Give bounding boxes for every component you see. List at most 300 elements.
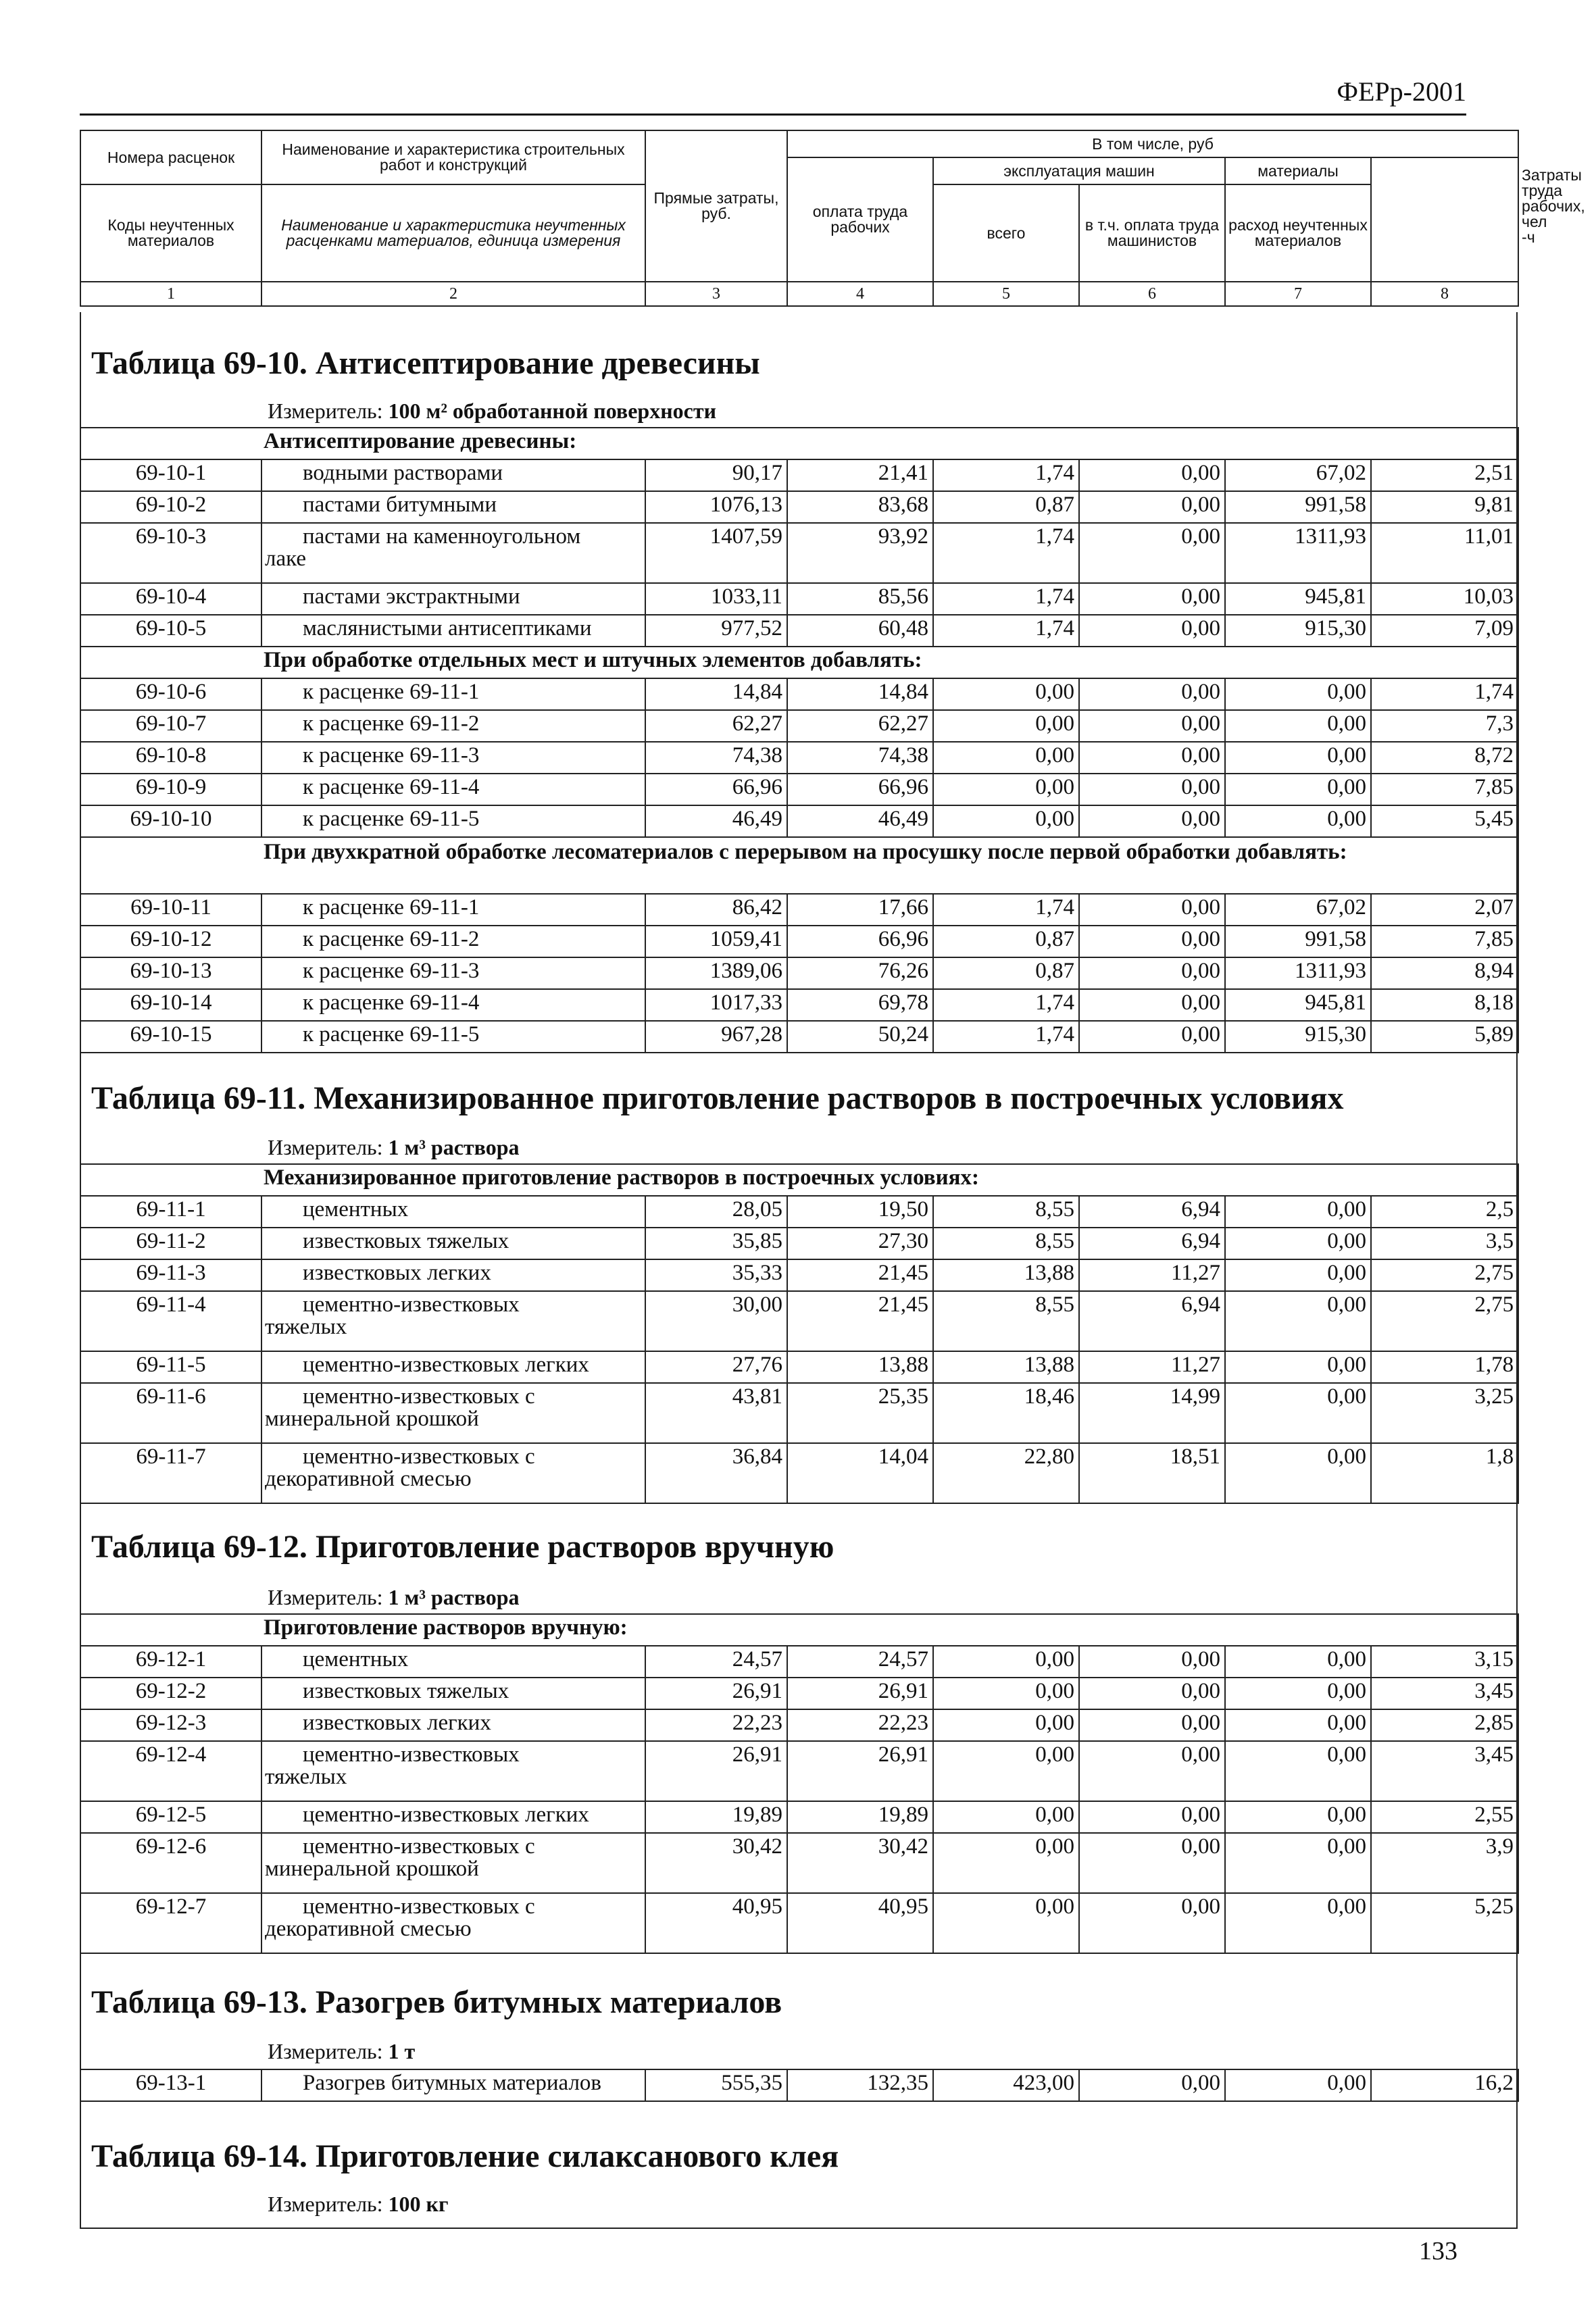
work-name: [261, 1228, 645, 1259]
labor-hours: 1,8: [1371, 1443, 1518, 1503]
work-name: [261, 2069, 645, 2101]
direct-costs: 43,81: [645, 1383, 787, 1443]
table-row: [80, 957, 1518, 989]
table-row: [80, 1383, 1518, 1443]
machines-total: 1,74: [933, 989, 1079, 1021]
work-name: [261, 926, 645, 957]
direct-costs: 66,96: [645, 774, 787, 805]
machines-total: 1,74: [933, 1021, 1079, 1053]
work-name: [261, 1443, 645, 1503]
labor-hours: 2,51: [1371, 459, 1518, 491]
rate-code: 69-10-15: [80, 1021, 261, 1053]
rate-code: 69-12-4: [80, 1741, 261, 1801]
material-use: 0,00: [1225, 1646, 1371, 1678]
work-name-line: лаке: [265, 547, 306, 571]
table-row: [80, 1678, 1518, 1709]
worker-pay: 60,48: [787, 615, 933, 647]
work-name-line: минеральной крошкой: [265, 1857, 479, 1881]
direct-costs: 1407,59: [645, 523, 787, 583]
machinist-pay: 0,00: [1079, 957, 1225, 989]
group-title: Приготовление растворов вручную:: [80, 1614, 1518, 1646]
work-name: [261, 678, 645, 710]
rate-code: 69-12-2: [80, 1678, 261, 1709]
worker-pay: 22,23: [787, 1709, 933, 1741]
table-title: Таблица 69-10. Антисептирование древесины: [91, 345, 760, 381]
material-use: 991,58: [1225, 491, 1371, 523]
table-row: [80, 2069, 1518, 2101]
work-name: [261, 1291, 645, 1351]
rate-code: 69-10-4: [80, 583, 261, 615]
work-name-line: водными растворами: [303, 461, 503, 485]
work-name-line: пастами битумными: [303, 493, 497, 517]
work-name: [261, 1678, 645, 1709]
labor-hours: 8,94: [1371, 957, 1518, 989]
worker-pay: 25,35: [787, 1383, 933, 1443]
work-name-line: Разогрев битумных материалов: [303, 2071, 601, 2095]
worker-pay: 69,78: [787, 989, 933, 1021]
work-name: [261, 894, 645, 926]
work-name-line: цементно-известковых: [303, 1292, 520, 1317]
machinist-pay: 0,00: [1079, 1741, 1225, 1801]
material-use: 0,00: [1225, 1291, 1371, 1351]
direct-costs: 555,35: [645, 2069, 787, 2101]
machines-total: 13,88: [933, 1351, 1079, 1383]
table-row: [80, 1893, 1518, 1953]
work-name: [261, 1383, 645, 1443]
header-work-name: Наименование и характеристика строительных работ и конструкций: [261, 130, 645, 184]
machines-total: 8,55: [933, 1228, 1079, 1259]
machinist-pay: 6,94: [1079, 1228, 1225, 1259]
machinist-pay: 0,00: [1079, 1833, 1225, 1893]
header-material-use: расход неучтенных материалов: [1225, 184, 1371, 282]
group-header-row: [80, 1164, 1518, 1196]
work-name-line: к расценке 69-11-5: [303, 1022, 480, 1047]
work-name-line: пастами экстрактными: [303, 584, 520, 609]
rate-code: 69-11-7: [80, 1443, 261, 1503]
labor-hours: 8,72: [1371, 742, 1518, 774]
work-name-line: к расценке 69-11-2: [303, 711, 480, 736]
labor-hours: 3,9: [1371, 1833, 1518, 1893]
work-name: [261, 1351, 645, 1383]
work-name-line: к расценке 69-11-4: [303, 775, 480, 799]
rates-table: [80, 1613, 1519, 1954]
rate-code: 69-13-1: [80, 2069, 261, 2101]
measure-value: 1 м³ раствора: [388, 1585, 520, 1609]
machinist-pay: 0,00: [1079, 926, 1225, 957]
direct-costs: 19,89: [645, 1801, 787, 1833]
measure-label: Измеритель:: [268, 2039, 383, 2063]
machines-total: 0,00: [933, 678, 1079, 710]
machinist-pay: 0,00: [1079, 523, 1225, 583]
machinist-pay: 0,00: [1079, 615, 1225, 647]
labor-hours: 5,45: [1371, 805, 1518, 837]
col-number: 2: [261, 282, 645, 306]
worker-pay: 93,92: [787, 523, 933, 583]
direct-costs: 30,42: [645, 1833, 787, 1893]
labor-hours: 3,45: [1371, 1741, 1518, 1801]
machinist-pay: 0,00: [1079, 1709, 1225, 1741]
table-row: [80, 742, 1518, 774]
rate-code: 69-10-10: [80, 805, 261, 837]
table-row: [80, 1443, 1518, 1503]
worker-pay: 40,95: [787, 1893, 933, 1953]
machinist-pay: 0,00: [1079, 894, 1225, 926]
work-name-line: пастами на каменноугольном: [303, 524, 581, 549]
col-number: 5: [933, 282, 1079, 306]
machines-total: 0,87: [933, 957, 1079, 989]
table-row: [80, 583, 1518, 615]
work-name: [261, 1893, 645, 1953]
labor-hours: 2,75: [1371, 1259, 1518, 1291]
labor-hours: 10,03: [1371, 583, 1518, 615]
labor-hours: 2,55: [1371, 1801, 1518, 1833]
group-title: При двухкратной обработке лесоматериалов с перерывом на просушку после первой обработки добавлять:: [80, 837, 1518, 894]
machines-total: 0,00: [933, 710, 1079, 742]
group-header-row: [80, 428, 1518, 459]
direct-costs: 35,33: [645, 1259, 787, 1291]
labor-hours: 1,74: [1371, 678, 1518, 710]
worker-pay: 76,26: [787, 957, 933, 989]
column-header-table: Номера расценок Наименование и характеристика строительных работ и конструкций Прямые затраты, руб. В том числе, руб Затраты труда рабочих, чел -ч оплата труда рабочих эксплуатация машин материалы Коды неучтенных материалов Наименование и характеристика неучтенных расценками материалов, единица измерения всего в т.ч. оплата труда машинистов расход неучтенных материалов 1 2 3 4 5 6 7 8: [80, 130, 1519, 307]
group-header-row: [80, 1614, 1518, 1646]
measure-value: 100 кг: [388, 2192, 449, 2216]
table-title: Таблица 69-13. Разогрев битумных материалов: [91, 1984, 782, 2020]
worker-pay: 26,91: [787, 1678, 933, 1709]
machines-total: 0,00: [933, 1893, 1079, 1953]
rate-code: 69-11-5: [80, 1351, 261, 1383]
machinist-pay: 6,94: [1079, 1196, 1225, 1228]
machines-total: 0,00: [933, 1709, 1079, 1741]
table-row: [80, 1833, 1518, 1893]
group-title: При обработке отдельных мест и штучных элементов добавлять:: [80, 647, 1518, 678]
material-use: 1311,93: [1225, 957, 1371, 989]
machines-total: 0,00: [933, 805, 1079, 837]
table-title: Таблица 69-11. Механизированное приготовление растворов в построечных условиях: [91, 1080, 1344, 1116]
work-name-line: к расценке 69-11-3: [303, 743, 480, 768]
work-name: [261, 615, 645, 647]
machines-total: 13,88: [933, 1259, 1079, 1291]
machinist-pay: 0,00: [1079, 678, 1225, 710]
machines-total: 8,55: [933, 1196, 1079, 1228]
worker-pay: 14,84: [787, 678, 933, 710]
labor-hours: 8,18: [1371, 989, 1518, 1021]
worker-pay: 74,38: [787, 742, 933, 774]
material-use: 0,00: [1225, 774, 1371, 805]
work-name: [261, 774, 645, 805]
machinist-pay: 0,00: [1079, 583, 1225, 615]
measure-label: Измеритель:: [268, 399, 383, 423]
col-number: 7: [1225, 282, 1371, 306]
work-name-line: цементно-известковых с: [303, 1384, 535, 1409]
material-use: 0,00: [1225, 742, 1371, 774]
material-use: 945,81: [1225, 989, 1371, 1021]
labor-hours: 7,85: [1371, 926, 1518, 957]
document-header: [80, 73, 1466, 116]
rate-code: 69-12-1: [80, 1646, 261, 1678]
machinist-pay: 11,27: [1079, 1259, 1225, 1291]
machines-total: 1,74: [933, 894, 1079, 926]
table-row: [80, 805, 1518, 837]
labor-hours: 5,25: [1371, 1893, 1518, 1953]
worker-pay: 66,96: [787, 926, 933, 957]
material-use: 0,00: [1225, 1351, 1371, 1383]
table-row: [80, 894, 1518, 926]
work-name-line: цементно-известковых: [303, 1742, 520, 1767]
rate-code: 69-10-13: [80, 957, 261, 989]
table-row: [80, 710, 1518, 742]
table-row: [80, 1351, 1518, 1383]
machines-total: 0,00: [933, 742, 1079, 774]
rate-code: 69-10-6: [80, 678, 261, 710]
machines-total: 1,74: [933, 615, 1079, 647]
worker-pay: 14,04: [787, 1443, 933, 1503]
material-use: 0,00: [1225, 1259, 1371, 1291]
work-name-line: декоративной смесью: [265, 1917, 472, 1941]
material-use: 0,00: [1225, 678, 1371, 710]
rate-code: 69-10-1: [80, 459, 261, 491]
worker-pay: 21,45: [787, 1259, 933, 1291]
direct-costs: 14,84: [645, 678, 787, 710]
worker-pay: 66,96: [787, 774, 933, 805]
header-material-names: Наименование и характеристика неучтенных расценками материалов, единица измерения: [261, 184, 645, 282]
table-row: [80, 1741, 1518, 1801]
work-name: [261, 1833, 645, 1893]
measure-label: Измеритель:: [268, 1585, 383, 1609]
work-name-line: цементно-известковых легких: [303, 1353, 589, 1377]
worker-pay: 13,88: [787, 1351, 933, 1383]
table-row: [80, 774, 1518, 805]
worker-pay: 62,27: [787, 710, 933, 742]
direct-costs: 1017,33: [645, 989, 787, 1021]
work-name: [261, 710, 645, 742]
labor-hours: 3,25: [1371, 1383, 1518, 1443]
direct-costs: 977,52: [645, 615, 787, 647]
material-use: 1311,93: [1225, 523, 1371, 583]
machines-total: 0,00: [933, 1646, 1079, 1678]
machines-total: 0,00: [933, 1833, 1079, 1893]
work-name: [261, 523, 645, 583]
rate-code: 69-10-8: [80, 742, 261, 774]
machines-total: 0,87: [933, 926, 1079, 957]
machinist-pay: 0,00: [1079, 989, 1225, 1021]
worker-pay: 30,42: [787, 1833, 933, 1893]
work-name: [261, 1801, 645, 1833]
work-name-line: к расценке 69-11-1: [303, 680, 480, 704]
direct-costs: 27,76: [645, 1351, 787, 1383]
col-number: 8: [1371, 282, 1518, 306]
direct-costs: 1059,41: [645, 926, 787, 957]
labor-hours: 3,15: [1371, 1646, 1518, 1678]
worker-pay: 27,30: [787, 1228, 933, 1259]
measure-unit: [268, 1585, 519, 1610]
labor-hours: 2,07: [1371, 894, 1518, 926]
machinist-pay: 6,94: [1079, 1291, 1225, 1351]
work-name: [261, 583, 645, 615]
worker-pay: 19,50: [787, 1196, 933, 1228]
table-row: [80, 523, 1518, 583]
direct-costs: 40,95: [645, 1893, 787, 1953]
material-use: 915,30: [1225, 615, 1371, 647]
machinist-pay: 0,00: [1079, 1021, 1225, 1053]
direct-costs: 86,42: [645, 894, 787, 926]
header-direct-costs: Прямые затраты, руб.: [645, 130, 787, 282]
machinist-pay: 0,00: [1079, 1893, 1225, 1953]
direct-costs: 90,17: [645, 459, 787, 491]
rate-code: 69-10-9: [80, 774, 261, 805]
work-name-line: известковых легких: [303, 1711, 491, 1735]
machines-total: 8,55: [933, 1291, 1079, 1351]
material-use: 67,02: [1225, 459, 1371, 491]
machinist-pay: 0,00: [1079, 1646, 1225, 1678]
worker-pay: 85,56: [787, 583, 933, 615]
header-including-group: В том числе, руб: [787, 130, 1518, 157]
material-use: 0,00: [1225, 1228, 1371, 1259]
table-row: [80, 1646, 1518, 1678]
material-use: 0,00: [1225, 1801, 1371, 1833]
material-use: 0,00: [1225, 1383, 1371, 1443]
measure-unit: [268, 2192, 448, 2217]
work-name: [261, 742, 645, 774]
col-number: 1: [80, 282, 261, 306]
work-name-line: цементно-известковых с: [303, 1444, 535, 1469]
rate-code: 69-11-3: [80, 1259, 261, 1291]
work-name-line: к расценке 69-11-4: [303, 990, 480, 1015]
labor-hours: 11,01: [1371, 523, 1518, 583]
direct-costs: 967,28: [645, 1021, 787, 1053]
worker-pay: 21,41: [787, 459, 933, 491]
material-use: 0,00: [1225, 1741, 1371, 1801]
work-name: [261, 491, 645, 523]
labor-hours: 3,5: [1371, 1228, 1518, 1259]
labor-hours: 9,81: [1371, 491, 1518, 523]
machines-total: 0,00: [933, 1801, 1079, 1833]
work-name: [261, 459, 645, 491]
labor-hours: 7,3: [1371, 710, 1518, 742]
machinist-pay: 0,00: [1079, 2069, 1225, 2101]
rates-table: [80, 2069, 1519, 2102]
direct-costs: 24,57: [645, 1646, 787, 1678]
col-number: 4: [787, 282, 933, 306]
worker-pay: 21,45: [787, 1291, 933, 1351]
work-name-line: тяжелых: [265, 1765, 347, 1789]
material-use: 0,00: [1225, 1833, 1371, 1893]
table-row: [80, 1196, 1518, 1228]
table-row: [80, 1021, 1518, 1053]
machines-total: 423,00: [933, 2069, 1079, 2101]
machines-total: 0,00: [933, 1741, 1079, 1801]
labor-hours: 5,89: [1371, 1021, 1518, 1053]
work-name: [261, 957, 645, 989]
work-name-line: декоративной смесью: [265, 1467, 472, 1491]
group-header-row: [80, 647, 1518, 678]
header-worker-pay: оплата труда рабочих: [787, 157, 933, 282]
machinist-pay: 11,27: [1079, 1351, 1225, 1383]
machines-total: 0,87: [933, 491, 1079, 523]
machines-total: 1,74: [933, 459, 1079, 491]
table-title: Таблица 69-12. Приготовление растворов вручную: [91, 1529, 834, 1565]
header-materials: материалы: [1225, 157, 1371, 184]
machinist-pay: 14,99: [1079, 1383, 1225, 1443]
work-name-line: маслянистыми антисептиками: [303, 616, 592, 640]
work-name: [261, 1196, 645, 1228]
work-name-line: к расценке 69-11-1: [303, 895, 480, 920]
table-title: Таблица 69-14. Приготовление силаксанового клея: [91, 2138, 839, 2174]
work-name-line: тяжелых: [265, 1315, 347, 1339]
machinist-pay: 0,00: [1079, 491, 1225, 523]
measure-value: 1 т: [388, 2039, 416, 2063]
labor-hours: 3,45: [1371, 1678, 1518, 1709]
header-material-codes: Коды неучтенных материалов: [80, 184, 261, 282]
direct-costs: 1033,11: [645, 583, 787, 615]
machines-total: 0,00: [933, 1678, 1079, 1709]
work-name: [261, 805, 645, 837]
rate-code: 69-11-4: [80, 1291, 261, 1351]
table-row: [80, 1291, 1518, 1351]
direct-costs: 1389,06: [645, 957, 787, 989]
work-name: [261, 1709, 645, 1741]
machinist-pay: 0,00: [1079, 805, 1225, 837]
rate-code: 69-11-6: [80, 1383, 261, 1443]
rate-code: 69-12-6: [80, 1833, 261, 1893]
material-use: 0,00: [1225, 1196, 1371, 1228]
machines-total: 22,80: [933, 1443, 1079, 1503]
labor-hours: 16,2: [1371, 2069, 1518, 2101]
work-name-line: к расценке 69-11-5: [303, 807, 480, 831]
measure-unit: [268, 399, 716, 424]
labor-hours: 2,75: [1371, 1291, 1518, 1351]
material-use: 67,02: [1225, 894, 1371, 926]
measure-label: Измеритель:: [268, 1135, 383, 1159]
rate-code: 69-10-2: [80, 491, 261, 523]
rates-table: [80, 1163, 1519, 1504]
rate-code: 69-10-14: [80, 989, 261, 1021]
table-row: [80, 1228, 1518, 1259]
work-name-line: цементно-известковых с: [303, 1894, 535, 1919]
rate-code: 69-11-1: [80, 1196, 261, 1228]
direct-costs: 22,23: [645, 1709, 787, 1741]
material-use: 991,58: [1225, 926, 1371, 957]
direct-costs: 28,05: [645, 1196, 787, 1228]
rate-code: 69-10-5: [80, 615, 261, 647]
table-row: [80, 926, 1518, 957]
direct-costs: 36,84: [645, 1443, 787, 1503]
table-row: [80, 615, 1518, 647]
work-name: [261, 1259, 645, 1291]
material-use: 945,81: [1225, 583, 1371, 615]
machinist-pay: 0,00: [1079, 1801, 1225, 1833]
labor-hours: 2,5: [1371, 1196, 1518, 1228]
material-use: 0,00: [1225, 710, 1371, 742]
measure-unit: [268, 2039, 415, 2064]
header-rate-number: Номера расценок: [80, 130, 261, 184]
work-name: [261, 1021, 645, 1053]
work-name: [261, 1741, 645, 1801]
rate-code: 69-11-2: [80, 1228, 261, 1259]
direct-costs: 30,00: [645, 1291, 787, 1351]
col-number: 6: [1079, 282, 1225, 306]
table-row: [80, 678, 1518, 710]
work-name-line: минеральной крошкой: [265, 1407, 479, 1431]
machinist-pay: 18,51: [1079, 1443, 1225, 1503]
labor-hours: 7,09: [1371, 615, 1518, 647]
work-name-line: известковых тяжелых: [303, 1679, 509, 1703]
labor-hours: 7,85: [1371, 774, 1518, 805]
machines-total: 18,46: [933, 1383, 1079, 1443]
direct-costs: 26,91: [645, 1678, 787, 1709]
worker-pay: 26,91: [787, 1741, 933, 1801]
machinist-pay: 0,00: [1079, 774, 1225, 805]
table-row: [80, 459, 1518, 491]
